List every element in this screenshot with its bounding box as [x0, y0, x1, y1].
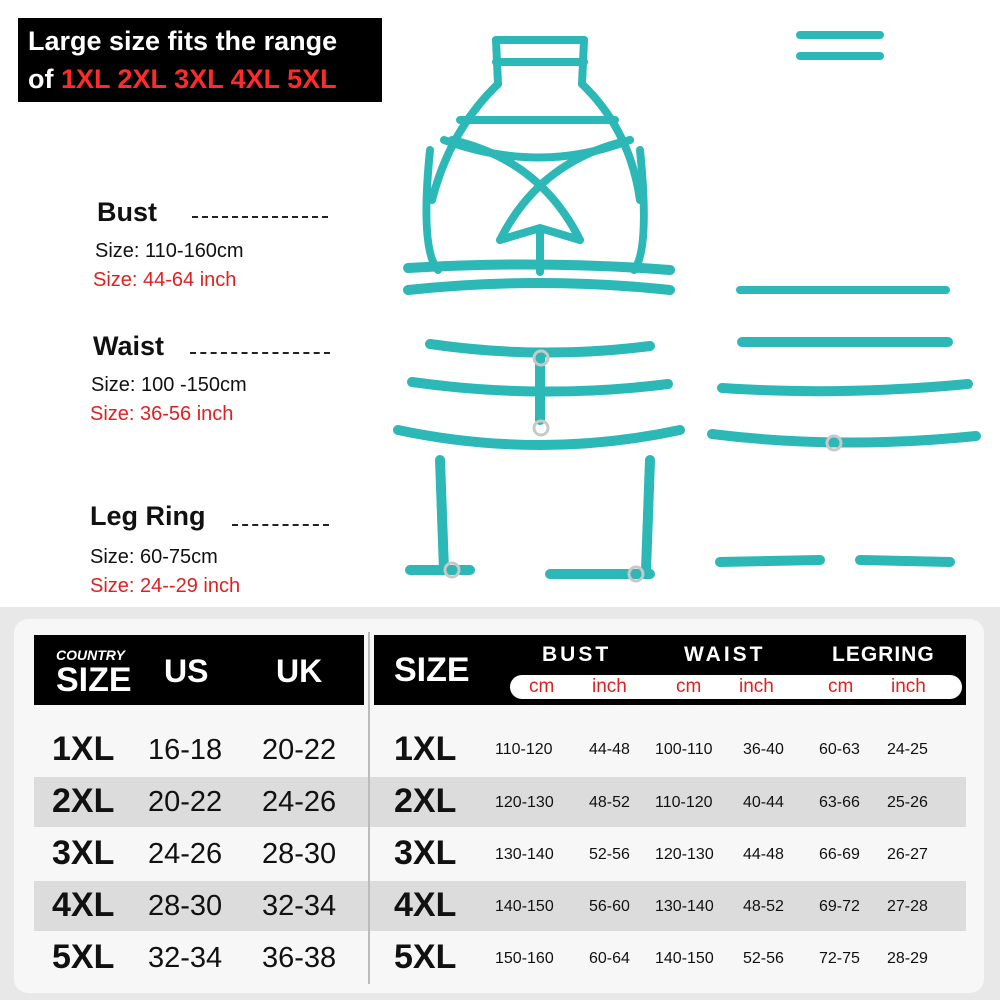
unit-bust-cm: cm	[529, 676, 555, 697]
harness-back-bottom	[712, 342, 976, 562]
leg-ring-dash	[232, 524, 329, 526]
unit-waist-cm: cm	[676, 676, 702, 697]
row-5-bust-cm: 150-160	[495, 950, 554, 967]
row-2-waist-cm: 110-120	[655, 794, 713, 811]
row-1-waist-inch: 36-40	[743, 741, 784, 758]
leg-ring-cm: Size: 60-75cm	[90, 546, 218, 568]
row-3-leg-cm: 66-69	[819, 846, 860, 863]
row-5-leg-inch: 28-29	[887, 950, 928, 967]
row-1-bust-inch: 44-48	[589, 741, 630, 758]
row-2-uk: 24-26	[262, 786, 337, 818]
header-us: US	[164, 653, 209, 689]
bust-cm: Size: 110-160cm	[95, 240, 244, 262]
row-5-bust-inch: 60-64	[589, 950, 630, 967]
row-5-us: 32-34	[148, 942, 223, 974]
harness-front-bottom	[398, 344, 680, 574]
row-5-leg-cm: 72-75	[819, 950, 860, 967]
leg-ring-inch: Size: 24--29 inch	[90, 575, 241, 597]
leg-ring-title: Leg Ring	[90, 501, 206, 531]
row-1-waist-cm: 100-110	[655, 741, 713, 758]
row-5-size-right: 5XL	[394, 938, 457, 976]
row-1-size-right: 1XL	[394, 730, 457, 768]
row-4-leg-inch: 27-28	[887, 898, 928, 915]
row-5-waist-cm: 140-150	[655, 950, 714, 967]
row-2-leg-cm: 63-66	[819, 794, 860, 811]
row-2-bust-cm: 120-130	[495, 794, 554, 811]
row-3-uk: 28-30	[262, 838, 337, 870]
table-divider	[368, 632, 370, 984]
header-country: COUNTRY	[56, 647, 125, 663]
bust-title: Bust	[97, 197, 157, 227]
row-1-leg-inch: 24-25	[887, 741, 928, 758]
row-4-leg-cm: 69-72	[819, 898, 860, 915]
row-3-size-right: 3XL	[394, 834, 457, 872]
waist-dash	[190, 352, 330, 354]
row-5-waist-inch: 52-56	[743, 950, 784, 967]
row-3-leg-inch: 26-27	[887, 846, 928, 863]
row-4-waist-inch: 48-52	[743, 898, 784, 915]
row-4-us: 28-30	[148, 890, 223, 922]
row-5-size-left: 5XL	[52, 938, 115, 976]
harness-front-top	[408, 40, 670, 290]
row-4-uk: 32-34	[262, 890, 337, 922]
row-3-waist-cm: 120-130	[655, 846, 714, 863]
row-4-bust-cm: 140-150	[495, 898, 554, 915]
unit-leg-inch: inch	[891, 676, 926, 697]
row-3-size-left: 3XL	[52, 834, 115, 872]
unit-waist-inch: inch	[739, 676, 774, 697]
row-3-waist-inch: 44-48	[743, 846, 784, 863]
headline-line-1: Large size fits the range	[28, 26, 338, 56]
waist-cm: Size: 100 -150cm	[91, 374, 247, 396]
header-waist: WAIST	[684, 643, 766, 666]
right-table-header	[374, 635, 966, 705]
row-2-waist-inch: 40-44	[743, 794, 784, 811]
row-1-bust-cm: 110-120	[495, 741, 553, 758]
harness-back-top	[740, 35, 946, 290]
header-size-right: SIZE	[394, 651, 470, 689]
unit-bust-inch: inch	[592, 676, 627, 697]
header-uk: UK	[276, 653, 323, 689]
header-bust: BUST	[542, 643, 612, 666]
row-1-size-left: 1XL	[52, 730, 115, 768]
header-legring: LEGRING	[832, 643, 935, 666]
unit-leg-cm: cm	[828, 676, 854, 697]
bust-inch: Size: 44-64 inch	[93, 269, 237, 291]
row-1-uk: 20-22	[262, 734, 337, 766]
bust-dash	[192, 216, 328, 218]
headline-banner	[18, 18, 382, 102]
row-3-bust-inch: 52-56	[589, 846, 630, 863]
row-2-size-left: 2XL	[52, 782, 115, 820]
row-1-us: 16-18	[148, 734, 223, 766]
row-3-us: 24-26	[148, 838, 223, 870]
row-4-size-left: 4XL	[52, 886, 115, 924]
row-3-bust-cm: 130-140	[495, 846, 554, 863]
header-size-left: SIZE	[56, 661, 132, 699]
waist-inch: Size: 36-56 inch	[90, 403, 234, 425]
headline-sizes: 1XL 2XL 3XL 4XL 5XL	[61, 64, 337, 94]
waist-title: Waist	[93, 331, 165, 361]
row-4-size-right: 4XL	[394, 886, 457, 924]
row-1-leg-cm: 60-63	[819, 741, 860, 758]
headline-of: of	[28, 64, 54, 94]
row-2-size-right: 2XL	[394, 782, 457, 820]
product-illustration	[390, 0, 990, 600]
row-4-bust-inch: 56-60	[589, 898, 630, 915]
row-2-leg-inch: 25-26	[887, 794, 928, 811]
headline-line-2	[28, 60, 382, 98]
row-4-waist-cm: 130-140	[655, 898, 714, 915]
row-2-us: 20-22	[148, 786, 223, 818]
row-2-bust-inch: 48-52	[589, 794, 630, 811]
row-5-uk: 36-38	[262, 942, 337, 974]
left-table-header	[34, 635, 364, 705]
